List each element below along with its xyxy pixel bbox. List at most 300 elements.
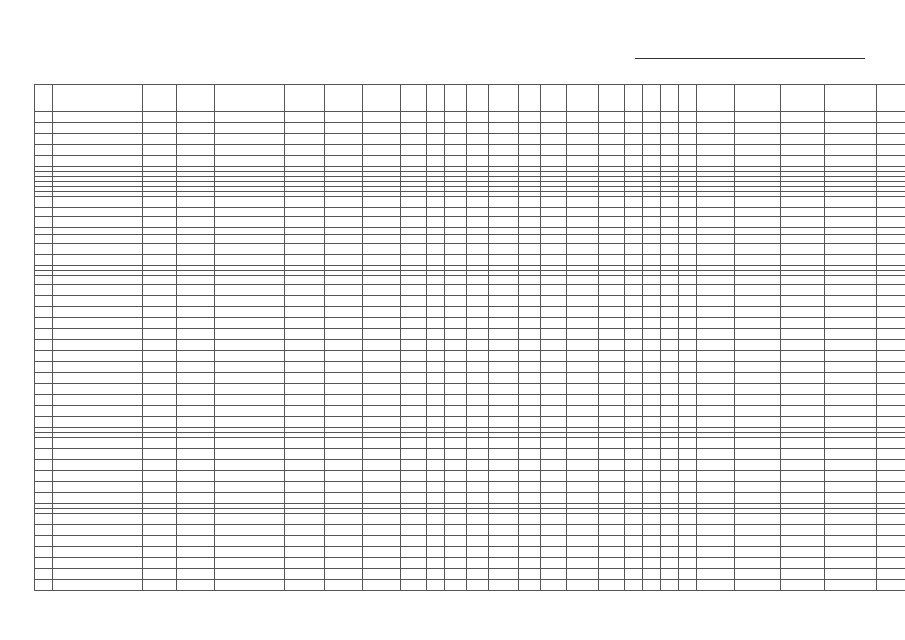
table-cell bbox=[489, 536, 519, 547]
table-cell bbox=[401, 255, 427, 266]
table-cell bbox=[363, 569, 401, 580]
table-cell bbox=[661, 123, 679, 134]
table-cell bbox=[661, 449, 679, 460]
table-cell bbox=[401, 276, 427, 285]
table-cell bbox=[541, 276, 567, 285]
table-cell bbox=[781, 255, 825, 266]
table-cell bbox=[325, 449, 363, 460]
table-row bbox=[35, 384, 905, 395]
table-row bbox=[35, 208, 905, 217]
table-cell bbox=[697, 362, 735, 373]
table-cell bbox=[363, 536, 401, 547]
table-cell bbox=[363, 514, 401, 525]
table-cell bbox=[825, 285, 877, 296]
table-cell bbox=[143, 228, 177, 235]
table-row bbox=[35, 525, 905, 536]
registry-table-wrap bbox=[34, 84, 867, 591]
table-row bbox=[35, 373, 905, 384]
table-cell bbox=[825, 558, 877, 569]
table-cell bbox=[781, 235, 825, 244]
table-row bbox=[35, 493, 905, 504]
table-cell bbox=[541, 329, 567, 340]
table-cell bbox=[215, 395, 285, 406]
table-cell bbox=[599, 197, 625, 208]
table-cell bbox=[599, 285, 625, 296]
table-cell bbox=[363, 482, 401, 493]
table-cell bbox=[489, 228, 519, 235]
volume-cell bbox=[467, 228, 489, 235]
table-cell bbox=[215, 340, 285, 351]
table-cell bbox=[285, 471, 325, 482]
table-cell bbox=[599, 228, 625, 235]
column-header bbox=[489, 85, 519, 112]
table-cell bbox=[679, 569, 697, 580]
table-cell bbox=[363, 525, 401, 536]
table-cell bbox=[519, 307, 541, 318]
table-cell bbox=[215, 471, 285, 482]
table-cell bbox=[825, 296, 877, 307]
table-cell bbox=[625, 438, 643, 449]
table-cell bbox=[325, 438, 363, 449]
table-cell bbox=[697, 197, 735, 208]
table-cell bbox=[363, 351, 401, 362]
table-cell bbox=[781, 525, 825, 536]
table-cell bbox=[427, 417, 445, 428]
table-cell bbox=[519, 373, 541, 384]
table-cell bbox=[519, 285, 541, 296]
table-cell bbox=[599, 417, 625, 428]
table-cell bbox=[679, 406, 697, 417]
count-cell bbox=[445, 228, 467, 235]
table-cell bbox=[143, 482, 177, 493]
table-cell bbox=[325, 547, 363, 558]
table-cell bbox=[643, 244, 661, 255]
table-row bbox=[35, 406, 905, 417]
table-cell bbox=[143, 438, 177, 449]
coordinates-cell bbox=[877, 580, 905, 591]
table-row bbox=[35, 123, 905, 134]
table-cell bbox=[285, 449, 325, 460]
table-cell bbox=[519, 296, 541, 307]
table-cell bbox=[661, 493, 679, 504]
count-cell bbox=[445, 384, 467, 395]
table-cell bbox=[177, 580, 215, 591]
table-cell bbox=[735, 351, 781, 362]
table-cell bbox=[567, 460, 599, 471]
address-cell bbox=[53, 208, 143, 217]
table-cell bbox=[679, 558, 697, 569]
table-cell bbox=[215, 208, 285, 217]
table-cell bbox=[697, 318, 735, 329]
table-cell bbox=[697, 217, 735, 228]
volume-cell bbox=[467, 296, 489, 307]
count-cell bbox=[445, 547, 467, 558]
table-cell bbox=[625, 123, 643, 134]
table-cell bbox=[427, 438, 445, 449]
table-cell bbox=[143, 112, 177, 123]
table-cell bbox=[825, 208, 877, 217]
table-cell bbox=[567, 384, 599, 395]
table-cell bbox=[519, 351, 541, 362]
column-header bbox=[143, 85, 177, 112]
volume-cell bbox=[467, 362, 489, 373]
table-cell bbox=[489, 255, 519, 266]
table-cell bbox=[401, 482, 427, 493]
table-cell bbox=[363, 276, 401, 285]
table-cell bbox=[489, 208, 519, 217]
row-number bbox=[35, 307, 53, 318]
row-number bbox=[35, 569, 53, 580]
table-cell bbox=[177, 384, 215, 395]
table-cell bbox=[781, 329, 825, 340]
table-cell bbox=[215, 460, 285, 471]
table-cell bbox=[599, 123, 625, 134]
volume-cell bbox=[467, 340, 489, 351]
table-cell bbox=[325, 217, 363, 228]
table-cell bbox=[599, 276, 625, 285]
count-cell bbox=[445, 244, 467, 255]
table-cell bbox=[285, 255, 325, 266]
table-cell bbox=[679, 235, 697, 244]
table-cell bbox=[825, 318, 877, 329]
table-cell bbox=[143, 285, 177, 296]
table-cell bbox=[643, 112, 661, 123]
table-cell bbox=[643, 406, 661, 417]
table-cell bbox=[825, 351, 877, 362]
table-cell bbox=[567, 547, 599, 558]
table-cell bbox=[325, 112, 363, 123]
table-cell bbox=[427, 547, 445, 558]
table-cell bbox=[735, 235, 781, 244]
table-cell bbox=[781, 307, 825, 318]
table-cell bbox=[825, 112, 877, 123]
table-cell bbox=[679, 417, 697, 428]
volume-cell bbox=[467, 156, 489, 167]
table-cell bbox=[541, 318, 567, 329]
address-cell bbox=[53, 123, 143, 134]
coordinates-cell bbox=[877, 482, 905, 493]
table-row bbox=[35, 197, 905, 208]
table-cell bbox=[697, 438, 735, 449]
table-cell bbox=[143, 514, 177, 525]
table-cell bbox=[519, 145, 541, 156]
table-cell bbox=[679, 340, 697, 351]
address-cell bbox=[53, 255, 143, 266]
table-cell bbox=[215, 558, 285, 569]
table-cell bbox=[567, 156, 599, 167]
table-cell bbox=[325, 340, 363, 351]
table-cell bbox=[781, 276, 825, 285]
table-cell bbox=[781, 449, 825, 460]
column-header bbox=[363, 85, 401, 112]
table-cell bbox=[625, 493, 643, 504]
table-cell bbox=[625, 351, 643, 362]
table-cell bbox=[661, 296, 679, 307]
row-number bbox=[35, 235, 53, 244]
table-cell bbox=[643, 395, 661, 406]
table-row bbox=[35, 228, 905, 235]
table-header-row bbox=[35, 85, 905, 112]
table-cell bbox=[735, 329, 781, 340]
table-cell bbox=[599, 134, 625, 145]
table-cell bbox=[643, 156, 661, 167]
table-cell bbox=[825, 156, 877, 167]
table-cell bbox=[177, 329, 215, 340]
table-cell bbox=[599, 580, 625, 591]
table-cell bbox=[285, 217, 325, 228]
table-cell bbox=[363, 208, 401, 217]
address-cell bbox=[53, 156, 143, 167]
table-cell bbox=[735, 417, 781, 428]
volume-cell bbox=[467, 525, 489, 536]
coordinates-cell bbox=[877, 471, 905, 482]
table-cell bbox=[143, 156, 177, 167]
count-cell bbox=[445, 514, 467, 525]
row-number bbox=[35, 482, 53, 493]
table-cell bbox=[143, 580, 177, 591]
table-row bbox=[35, 340, 905, 351]
table-cell bbox=[519, 255, 541, 266]
table-cell bbox=[363, 362, 401, 373]
table-cell bbox=[215, 296, 285, 307]
table-cell bbox=[825, 145, 877, 156]
table-cell bbox=[679, 395, 697, 406]
table-cell bbox=[427, 156, 445, 167]
coordinates-cell bbox=[877, 438, 905, 449]
table-cell bbox=[661, 471, 679, 482]
table-row bbox=[35, 112, 905, 123]
table-cell bbox=[177, 362, 215, 373]
address-cell bbox=[53, 493, 143, 504]
table-cell bbox=[401, 156, 427, 167]
table-cell bbox=[401, 438, 427, 449]
table-cell bbox=[489, 156, 519, 167]
table-cell bbox=[735, 134, 781, 145]
table-cell bbox=[143, 235, 177, 244]
table-cell bbox=[643, 536, 661, 547]
row-number bbox=[35, 285, 53, 296]
table-cell bbox=[697, 123, 735, 134]
table-cell bbox=[567, 134, 599, 145]
table-cell bbox=[489, 493, 519, 504]
table-cell bbox=[781, 112, 825, 123]
table-cell bbox=[735, 228, 781, 235]
table-cell bbox=[427, 296, 445, 307]
table-cell bbox=[541, 471, 567, 482]
coordinates-cell bbox=[877, 285, 905, 296]
table-cell bbox=[679, 197, 697, 208]
table-cell bbox=[599, 362, 625, 373]
table-cell bbox=[401, 318, 427, 329]
table-cell bbox=[519, 156, 541, 167]
column-header bbox=[599, 85, 625, 112]
table-cell bbox=[735, 307, 781, 318]
table-cell bbox=[697, 296, 735, 307]
table-cell bbox=[285, 536, 325, 547]
table-cell bbox=[215, 145, 285, 156]
table-cell bbox=[735, 536, 781, 547]
table-cell bbox=[697, 329, 735, 340]
table-cell bbox=[427, 384, 445, 395]
table-cell bbox=[735, 525, 781, 536]
table-cell bbox=[143, 197, 177, 208]
table-cell bbox=[519, 514, 541, 525]
table-cell bbox=[643, 460, 661, 471]
table-cell bbox=[285, 208, 325, 217]
table-cell bbox=[325, 307, 363, 318]
row-number bbox=[35, 145, 53, 156]
count-cell bbox=[445, 395, 467, 406]
table-cell bbox=[143, 493, 177, 504]
table-cell bbox=[177, 351, 215, 362]
table-cell bbox=[679, 255, 697, 266]
table-cell bbox=[427, 558, 445, 569]
table-cell bbox=[697, 208, 735, 217]
column-header bbox=[35, 85, 53, 112]
table-cell bbox=[489, 482, 519, 493]
coordinates-cell bbox=[877, 255, 905, 266]
table-cell bbox=[679, 217, 697, 228]
table-cell bbox=[625, 449, 643, 460]
table-cell bbox=[325, 406, 363, 417]
row-number bbox=[35, 438, 53, 449]
table-cell bbox=[541, 580, 567, 591]
volume-cell bbox=[467, 482, 489, 493]
table-cell bbox=[599, 482, 625, 493]
table-cell bbox=[643, 235, 661, 244]
table-cell bbox=[697, 471, 735, 482]
table-cell bbox=[215, 406, 285, 417]
table-cell bbox=[363, 285, 401, 296]
table-row bbox=[35, 362, 905, 373]
table-cell bbox=[661, 307, 679, 318]
table-cell bbox=[325, 145, 363, 156]
table-cell bbox=[735, 255, 781, 266]
table-cell bbox=[735, 449, 781, 460]
address-cell bbox=[53, 482, 143, 493]
table-cell bbox=[679, 471, 697, 482]
table-cell bbox=[599, 329, 625, 340]
table-cell bbox=[215, 493, 285, 504]
table-cell bbox=[735, 156, 781, 167]
table-cell bbox=[735, 318, 781, 329]
table-cell bbox=[519, 395, 541, 406]
row-number bbox=[35, 384, 53, 395]
volume-cell bbox=[467, 276, 489, 285]
table-cell bbox=[177, 558, 215, 569]
table-cell bbox=[215, 134, 285, 145]
table-cell bbox=[697, 449, 735, 460]
address-cell bbox=[53, 471, 143, 482]
table-cell bbox=[427, 217, 445, 228]
coordinates-cell bbox=[877, 134, 905, 145]
table-cell bbox=[401, 123, 427, 134]
table-cell bbox=[781, 217, 825, 228]
table-cell bbox=[363, 384, 401, 395]
table-cell bbox=[285, 569, 325, 580]
table-cell bbox=[401, 547, 427, 558]
row-number bbox=[35, 351, 53, 362]
table-row bbox=[35, 156, 905, 167]
table-cell bbox=[697, 536, 735, 547]
row-number bbox=[35, 156, 53, 167]
table-cell bbox=[625, 471, 643, 482]
table-cell bbox=[567, 318, 599, 329]
table-cell bbox=[489, 417, 519, 428]
table-cell bbox=[325, 296, 363, 307]
table-cell bbox=[177, 235, 215, 244]
table-cell bbox=[661, 318, 679, 329]
table-cell bbox=[143, 255, 177, 266]
table-cell bbox=[781, 536, 825, 547]
table-cell bbox=[285, 514, 325, 525]
table-cell bbox=[285, 373, 325, 384]
table-cell bbox=[735, 558, 781, 569]
table-cell bbox=[825, 514, 877, 525]
table-cell bbox=[679, 493, 697, 504]
count-cell bbox=[445, 156, 467, 167]
table-cell bbox=[599, 493, 625, 504]
address-cell bbox=[53, 145, 143, 156]
table-cell bbox=[781, 244, 825, 255]
table-cell bbox=[519, 547, 541, 558]
table-cell bbox=[427, 228, 445, 235]
table-cell bbox=[401, 514, 427, 525]
count-cell bbox=[445, 285, 467, 296]
count-cell bbox=[445, 329, 467, 340]
table-row bbox=[35, 351, 905, 362]
address-cell bbox=[53, 384, 143, 395]
address-cell bbox=[53, 307, 143, 318]
column-header bbox=[567, 85, 599, 112]
table-cell bbox=[825, 197, 877, 208]
table-cell bbox=[643, 482, 661, 493]
table-cell bbox=[625, 340, 643, 351]
table-cell bbox=[567, 329, 599, 340]
table-row bbox=[35, 395, 905, 406]
table-cell bbox=[625, 228, 643, 235]
count-cell bbox=[445, 112, 467, 123]
table-cell bbox=[401, 395, 427, 406]
table-cell bbox=[363, 558, 401, 569]
table-cell bbox=[143, 307, 177, 318]
volume-cell bbox=[467, 384, 489, 395]
row-number bbox=[35, 460, 53, 471]
table-cell bbox=[735, 217, 781, 228]
row-number bbox=[35, 112, 53, 123]
table-row bbox=[35, 460, 905, 471]
table-cell bbox=[661, 373, 679, 384]
row-number bbox=[35, 123, 53, 134]
table-cell bbox=[177, 438, 215, 449]
table-cell bbox=[643, 217, 661, 228]
table-cell bbox=[489, 449, 519, 460]
table-cell bbox=[661, 329, 679, 340]
table-cell bbox=[679, 208, 697, 217]
table-cell bbox=[325, 318, 363, 329]
table-cell bbox=[567, 351, 599, 362]
count-cell bbox=[445, 208, 467, 217]
table-cell bbox=[643, 449, 661, 460]
table-cell bbox=[285, 406, 325, 417]
table-cell bbox=[697, 145, 735, 156]
table-cell bbox=[697, 285, 735, 296]
table-cell bbox=[825, 438, 877, 449]
table-cell bbox=[679, 362, 697, 373]
address-cell bbox=[53, 296, 143, 307]
table-cell bbox=[285, 329, 325, 340]
table-cell bbox=[643, 384, 661, 395]
